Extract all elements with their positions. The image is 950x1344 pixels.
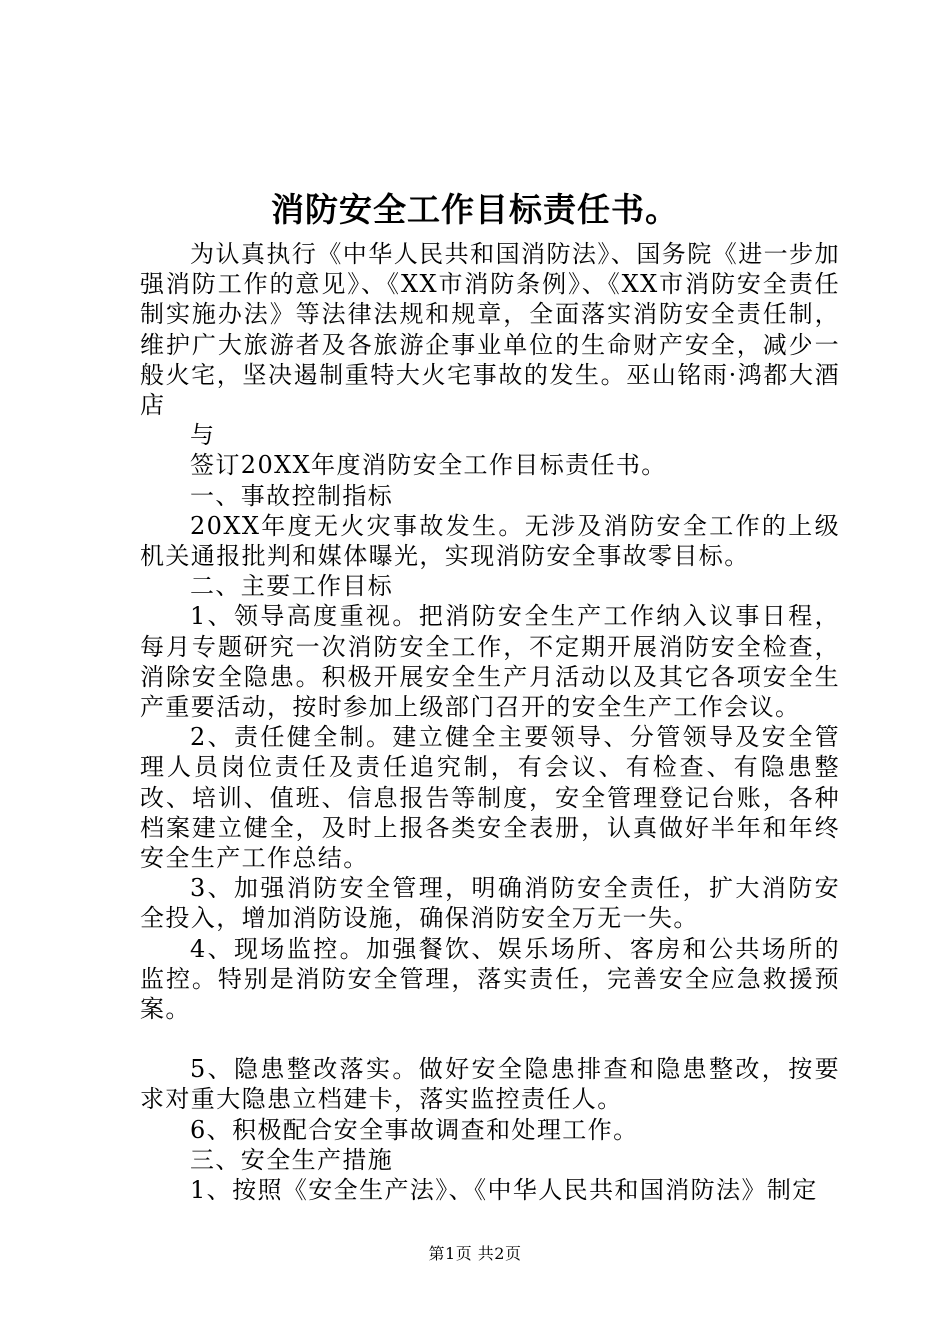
goal-item-5: 5、隐患整改落实。做好安全隐患排查和隐患整改，按要求对重大隐患立档建卡，落实监控责任人。 xyxy=(140,1055,840,1114)
section-heading-safety-measures: 三、安全生产措施 xyxy=(190,1145,394,1174)
goal-item-6: 6、积极配合安全事故调查和处理工作。 xyxy=(190,1115,639,1144)
measure-item-1: 1、按照《安全生产法》、《中华人民共和国消防法》制定 xyxy=(190,1176,818,1205)
document-title: 消防安全工作目标责任书。 xyxy=(271,190,679,229)
goal-item-3: 3、加强消防安全管理，明确消防安全责任，扩大消防安全投入，增加消防设施，确保消防安全万无一失。 xyxy=(140,874,840,933)
goal-item-1: 1、领导高度重视。把消防安全生产工作纳入议事日程，每月专题研究一次消防安全工作，不定期开展消防安全检查，消除安全隐患。积极开展安全生产月活动以及其它各项安全生产重要活动，按时参加上级部门召开的安全生产工作会议。 xyxy=(140,602,840,722)
accident-control-paragraph: 20XX年度无火灾事故发生。无涉及消防安全工作的上级机关通报批判和媒体曝光，实现消防安全事故零目标。 xyxy=(140,511,840,571)
goal-item-2: 2、责任健全制。建立健全主要领导、分管领导及安全管理人员岗位责任及责任追究制，有会议、有检查、有隐患整改、培训、值班、信息报告等制度，安全管理登记台账，各种档案建立健全，及时上报各类安全表册，认真做好半年和年终安全生产工作总结。 xyxy=(140,723,840,873)
party-connector: 与 xyxy=(190,421,216,450)
goal-item-4: 4、现场监控。加强餐饮、娱乐场所、客房和公共场所的监控。特别是消防安全管理，落实责任，完善安全应急救援预案。 xyxy=(140,934,840,1024)
signing-statement: 签订20XX年度消防安全工作目标责任书。 xyxy=(190,451,667,480)
paragraph-spacer xyxy=(140,1024,840,1054)
intro-paragraph: 为认真执行《中华人民共和国消防法》、国务院《进一步加强消防工作的意见》、《XX市消防条例》、《XX市消防安全责任制实施办法》等法律法规和规章，全面落实消防安全责任制，维护广大旅游者及各旅游企事业单位的生命财产安全，减少一般火宅，坚决遏制重特大火宅事故的发生。巫山铭雨·鸿都大酒店 xyxy=(140,240,840,420)
document-body xyxy=(140,239,840,1205)
page-number-footer: 第1页 共2页 xyxy=(428,1244,522,1263)
section-heading-main-goals: 二、主要工作目标 xyxy=(190,572,394,601)
section-heading-accident-control: 一、事故控制指标 xyxy=(190,481,394,510)
